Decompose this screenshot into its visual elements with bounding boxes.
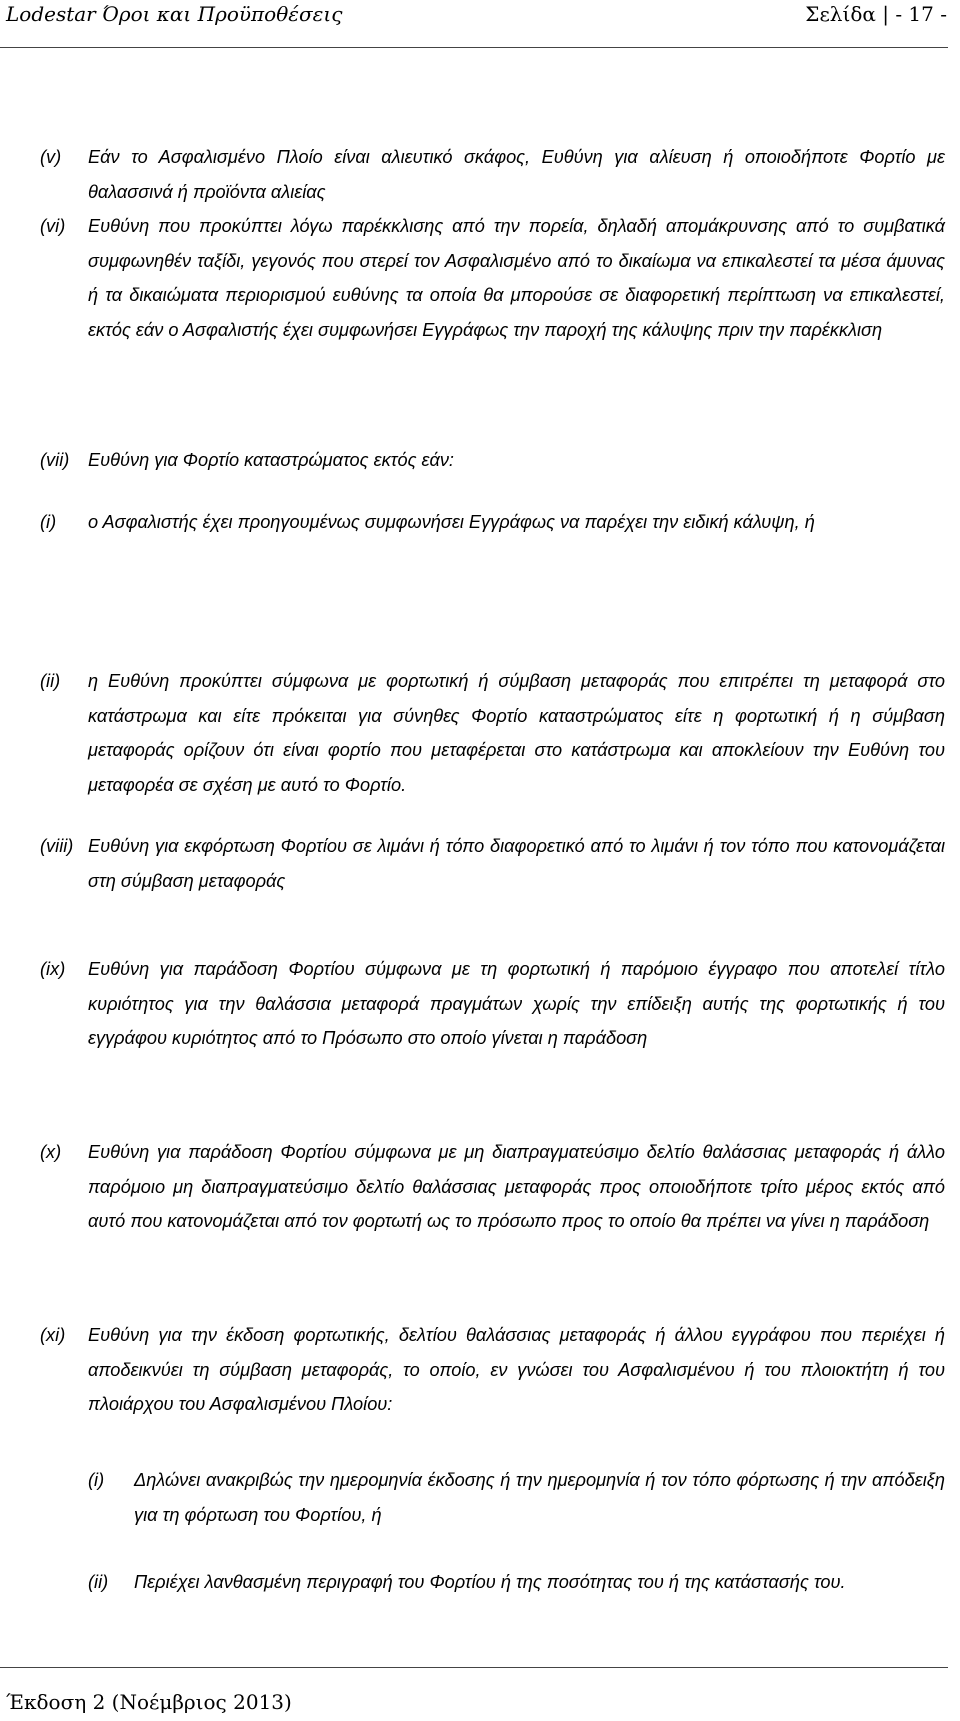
subclause-label: (i) (40, 512, 57, 532)
footer-divider (0, 1667, 948, 1668)
subclause-vii-ii (0, 664, 960, 804)
subclause-vii-i (0, 505, 960, 575)
subclause-label: (ii) (88, 1572, 109, 1592)
clause-text: Ευθύνη για την έκδοση φορτωτικής, δελτίου θαλάσσιας μεταφοράς ή άλλου εγγράφου που περιέχει ή αποδεικνύει τη σύμβαση μεταφοράς, το οποίο, εν γνώσει του Ασφαλισμένου ή του πλοιοκτήτη ή του πλοιάρχου του Ασφαλισμένου Πλοίου: (88, 1325, 945, 1415)
header-title: Lodestar Όροι και Προϋποθέσεις (6, 2, 343, 26)
clause-x (0, 1135, 960, 1275)
clause-text: Εάν το Ασφαλισμένο Πλοίο είναι αλιευτικό σκάφος, Ευθύνη για αλίευση ή οποιοδήποτε Φορτίο με θαλασσινά ή προϊόντα αλιείας (88, 147, 945, 202)
page-number: Σελίδα | - 17 - (805, 2, 947, 26)
clause-xi (0, 1318, 960, 1423)
subclause-text: Δηλώνει ανακριβώς την ημερομηνία έκδοσης ή την ημερομηνία ή τον τόπο φόρτωσης ή την απόδειξη για τη φόρτωση του Φορτίου, ή (134, 1470, 945, 1525)
clause-label: (ix) (40, 959, 66, 979)
clause-label: (xi) (40, 1325, 66, 1345)
clause-vi (0, 209, 960, 419)
subclause-text: Περιέχει λανθασμένη περιγραφή του Φορτίου ή της ποσότητας του ή της κατάστασής του. (134, 1572, 846, 1592)
clause-vii (0, 443, 960, 478)
clause-text: Ευθύνη για Φορτίο καταστρώματος εκτός εάν: (88, 450, 454, 470)
subclause-label: (i) (88, 1470, 105, 1490)
clause-text: Ευθύνη για παράδοση Φορτίου σύμφωνα με μη διαπραγματεύσιμο δελτίο θαλάσσιας μεταφοράς ή άλλο παρόμοιο μη διαπραγματεύσιμο δελτίο θαλάσσιας μεταφοράς προς οποιοδήποτε τρίτο μέρος εκτός από αυτό που κατονομάζεται από τον φορτωτή ως το πρόσωπο προς το οποίο θα πρέπει να γίνει η παράδοση (88, 1142, 945, 1232)
clause-label: (v) (40, 147, 62, 167)
clause-text: Ευθύνη για παράδοση Φορτίου σύμφωνα με τη φορτωτική ή παρόμοιο έγγραφο που αποτελεί τίτλο κυριότητος για την θαλάσσια μεταφορά πραγμάτων χωρίς την επίδειξη αυτής της φορτωτικής ή του εγγράφου κυριότητος από το Πρόσωπο στο οποίο γίνεται η παράδοση (88, 959, 945, 1049)
subclause-xi-ii (0, 1565, 960, 1635)
subclause-text: η Ευθύνη προκύπτει σύμφωνα με φορτωτική ή σύμβαση μεταφοράς που επιτρέπει τη μεταφορά στο κατάστρωμα και είτε πρόκειται για σύνηθες Φορτίο καταστρώματος είτε η φορτωτική ή η σύμβαση μεταφοράς ορίζουν ότι είναι φορτίο που μεταφέρεται στο κατάστρωμα και αποκλείουν την Ευθύνη του μεταφορέα σε σχέση με αυτό το Φορτίο. (88, 671, 945, 795)
clause-text: Ευθύνη για εκφόρτωση Φορτίου σε λιμάνι ή τόπο διαφορετικό από το λιμάνι ή τον τόπο που κατονομάζεται στη σύμβαση μεταφοράς (88, 836, 945, 891)
subclause-xi-i (0, 1463, 960, 1533)
clause-label: (vii) (40, 450, 70, 470)
clause-v (0, 140, 960, 210)
footer-edition: Έκδοση 2 (Νοέμβριος 2013) (6, 1690, 292, 1714)
clause-label: (viii) (40, 836, 74, 856)
header-divider (0, 47, 948, 48)
clause-label: (vi) (40, 216, 66, 236)
subclause-label: (ii) (40, 671, 61, 691)
clause-label: (x) (40, 1142, 62, 1162)
clause-ix (0, 952, 960, 1092)
clause-text: Ευθύνη που προκύπτει λόγω παρέκκλισης από την πορεία, δηλαδή απομάκρυνσης από το συμβατικά συμφωνηθέν ταξίδι, γεγονός που στερεί τον Ασφαλισμένο από το δικαίωμα να επικαλεστεί τα μέσα άμυνας ή τα δικαιώματα περιορισμού ευθύνης τα οποία θα μπορούσε σε διαφορετική περίπτωση να επικαλεστεί, εκτός εάν ο Ασφαλιστής έχει συμφωνήσει Εγγράφως την παροχή της κάλυψης πριν την παρέκκλιση (88, 216, 945, 340)
page-header (0, 0, 960, 60)
subclause-text: ο Ασφαλιστής έχει προηγουμένως συμφωνήσει Εγγράφως να παρέχει την ειδική κάλυψη, ή (88, 512, 815, 532)
clause-viii (0, 829, 960, 899)
